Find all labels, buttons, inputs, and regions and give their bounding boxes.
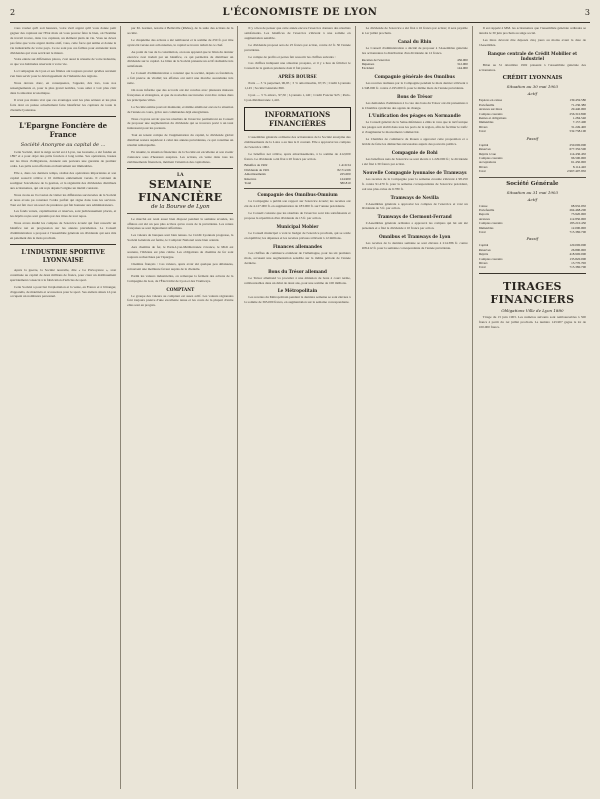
paragraph: Le Conseil constate que les résultats de l'exercice sont très satisfaisants et propose la répartition d'un dividende de 15 fr. par action. (244, 211, 351, 221)
paragraph: La Compagnie de Lyon et ses filiales ont toujours prouvé qu'elles savaient s'en bien servir pour le développement de l'industrie des régions. (10, 69, 117, 79)
row-label: Divers (478, 164, 488, 169)
section-title-semaine-financiere: SEMAINE FINANCIÈRE (138, 177, 223, 204)
section-title-box (244, 107, 350, 131)
paragraph: par M. Garnier, notaire à Belleville (Rhône), de la suite des actions de la société. (127, 26, 234, 35)
row-value: 715.380.700 (569, 265, 586, 270)
balance-table-actif (479, 98, 586, 133)
heading-societe-generale: Société Générale (506, 180, 559, 187)
row-value: 8.114.420 (572, 164, 586, 169)
paragraph: Il y a lieu de penser que cette année encore l'exercice donnera des résultats satisfaisants. Les bénéfices de l'exercice s'élèvent à une somme en augmentation sensible. (244, 26, 351, 40)
paragraph: Le Trésor allemand va procéder à une émission de bons à court terme, remboursables dans un délai de deux ans, pour une somme de 100 millions. (244, 275, 351, 285)
balance-table-passif (479, 143, 586, 174)
column-3 (244, 26, 355, 789)
paragraph: Les recettes du Métropolitain pendant la dernière semaine se sont élevées à la somme de 365.000 francs, en augmentation sur la semaine correspondante. (244, 295, 351, 305)
row-label: Immeubles (478, 120, 494, 125)
paragraph: Aux chemins de fer, le Paris-Lyon-Méditerranée s'avance, le Midi est soutenu, l'Orléans est plus calme. Les obligations de chemins de fer sont toujours recherchées par l'épargne. (127, 245, 234, 259)
paragraph: La Société estime pouvoir maintenir, et même améliorer encore la situation de l'année en cours, grâce aux commandes déjà enregistrées. (127, 104, 234, 114)
table-row (479, 265, 586, 269)
column-5 (479, 26, 590, 789)
row-label: Divers (478, 261, 488, 265)
paragraph: Il est rappelé à MM. les actionnaires que l'Assemblée générale ordinaire se tiendra le 30 juin prochain au siège social. (478, 26, 586, 35)
paragraph: La Compagnie a publié son rapport sur l'exercice écoulé; les recettes ont été de 4.127.000 fr. en augmentation de 183.000 fr. sur l'année précédente. (244, 199, 351, 209)
row-value: 61.450.000 (571, 160, 586, 165)
row-value: 2.967.407.950 (567, 169, 586, 174)
row-label: Excédent (361, 66, 374, 71)
paragraph: Le cinquième des actions a été remboursé et la somme de 250 fr. par titre ayant été versée aux actionnaires, le capital se trouve réduit de ce chef. (127, 37, 234, 47)
paragraph: Ces chiffres indiquent une situation prospère, et il y a lieu de féliciter le Conseil de la gestion prudente dont il fait preuve. (244, 61, 351, 71)
row-label: Caisse (478, 203, 488, 208)
row-value: 139.459.580 (569, 98, 586, 103)
paragraph: Au point de vue de la constitution, on nous apprend que le bilan du dernier exercice s'est traduit par un bénéfice, ce qui permettra de distribuer un dividende sur le capital. Le bilan de la Société présente un actif réalisable très satisfaisant. (127, 49, 234, 69)
row-label: Total (244, 181, 252, 186)
row-value: 135.820.000 (569, 256, 586, 261)
table-row (479, 129, 586, 133)
subsection-heading: Tramways de Nevilla (390, 194, 439, 200)
section-title-la: LA (176, 172, 184, 178)
table-row (244, 181, 350, 185)
paragraph: Le bénéfice net s'élève, après amortissements, à la somme de 412,000 francs. Le dividende a été fixé à 20 francs par action. (244, 151, 351, 161)
heading-actif: Actif (527, 91, 538, 97)
paragraph: Votre entrée sur différentes places, c'est aussi la réussite de votre industrie, ce que vos habitudes réservent à votre vie. (10, 57, 117, 67)
row-label: Dépôts (478, 252, 489, 257)
subsection-heading: L'Unification des péages en Normandie (368, 113, 461, 119)
row-value: 532.738.100 (569, 129, 586, 134)
row-label: Total (478, 129, 486, 134)
heading-passif: Passif (526, 236, 539, 242)
paragraph: Il n'est pas moins vrai que ces avantages sont les plus sérieux et les plus forts dont on puisse actuellement faire bénéficier les capitaux de toute la clientèle lyonnaise. (10, 97, 117, 112)
section-divider (10, 116, 116, 117)
paragraph: L'assemblée générale ordinaire des actionnaires de la Société anonyme des établissements de la Loire a eu lieu le 6 courant. Elle a approuvé les comptes de l'exercice 1902. (244, 134, 351, 149)
paragraph: Nous avons étudié les comptes de l'exercice écoulé qui font ressortir un bénéfice net en progression sur les années précédentes. Le Conseil d'administration a proposé à l'Assemblée générale un dividende qui sera mis en paiement dès le mois prochain. (10, 221, 117, 240)
row-label: Comptes courants (478, 155, 503, 160)
paragraph: En résumé, la situation financière de la Société est excellente et son avenir s'annonce sous d'heureux auspices. Les actions, en vente dans tous les établissements financiers, méritent l'attention des capitalistes. (127, 149, 234, 164)
section-title-informations: INFORMATIONS FINANCIÈRES (264, 109, 331, 128)
row-label: Total (478, 265, 486, 270)
row-label: Dividende de 1901 (244, 167, 270, 172)
paragraph: L'Assemblée générale a approuvé les comptes de l'exercice et voté un dividende de 5 fr. par action. (361, 201, 468, 211)
column-2 (127, 26, 238, 789)
paragraph: Les valeurs de banques sont bien tenues. Le Crédit Lyonnais progresse, la Société Générale est ferme, le Comptoir National reste bien orienté. (127, 233, 234, 243)
results-table (244, 163, 350, 185)
article-columns (10, 26, 590, 789)
heading-credit-lyonnais: CRÉDIT LYONNAIS (502, 75, 563, 82)
paragraph: Le compte de profits et pertes fait ressortir les chiffres suivants : (248, 54, 336, 59)
column-4 (362, 26, 473, 789)
row-value: 82.712.66 (337, 167, 351, 172)
row-label: Avances (478, 216, 490, 221)
row-value: 1.410.34 (339, 163, 351, 168)
subsection-heading-comptant: COMPTANT (166, 286, 195, 292)
paragraph: Tirage du 15 juin 1903. Les numéros suivants sont remboursables à 500 francs à partir du 1er juillet prochain. Le numéro 143.907 gagne le lot de 100.000 francs. (478, 314, 586, 329)
paragraph: La Chambre de commerce de Rouen a approuvé cette proposition et a décidé de faire les démarches nécessaires auprès des pouvoirs publics. (361, 137, 468, 147)
row-value: 183.210.450 (569, 221, 586, 226)
paragraph: Le dividende proposé sera de 25 francs par action, contre 22 fr. 50 l'année précédente. (244, 42, 351, 52)
paragraph: Le groupe des valeurs au comptant est assez actif. Les valeurs régionales font toujours preuve d'une excellente tenue et les cours de la plupart d'entre elles sont en progrès. (127, 293, 234, 308)
subsection-heading: Compagnie de Bohi (391, 150, 438, 155)
row-label: Réserves (244, 176, 257, 181)
row-label: Acceptations (478, 160, 497, 165)
row-label: Comptes courants (478, 221, 503, 226)
subsection-heading: Tramways de Clermont-Ferrand (377, 214, 452, 220)
heading-subtitle: Situation au 30 mai 1903 (506, 84, 558, 90)
paragraph: Elle a, dans ces derniers temps, réalisé des opérations importantes et son capital souscrit s'élève à 10 millions entièrement versés. Il convient de souligner l'excellence de la gestion, et la régularité des dividendes distribués aux actionnaires, qui ont reçu depuis l'origine un intérêt constant. (10, 171, 117, 190)
row-value: 114.436.450 (569, 151, 586, 156)
paragraph: Après la guerre, la Société nouvelle, dite « La Prévoyance », s'est constituée au capital de deux millions de francs, pour créer un établissement spécialement consacré à la fabrication d'articles de sport. (10, 267, 117, 282)
balance-table-passif (479, 243, 586, 269)
subsection-heading: Le Métropolitain (277, 288, 318, 294)
row-value: 112.850.000 (569, 216, 586, 221)
subsection-heading: Canal du Rhin (397, 38, 432, 44)
balance-table-actif (479, 204, 586, 235)
paragraph: On nous informe que des accords ont été conclus avec plusieurs maisons françaises et étrangères, et que de nouvelles succursales vont être créées dans les principales villes. (127, 87, 234, 102)
page-number-right: 3 (584, 8, 590, 17)
table-row (362, 66, 468, 70)
row-value: 71.236.380 (571, 102, 586, 107)
row-label: Comptes courants (478, 111, 503, 116)
row-value: 580.810 (339, 181, 351, 186)
row-label: Immeubles (478, 225, 494, 230)
subsection-heading-apres-bourse: APRÈS BOURSE (278, 74, 317, 80)
paragraph: Nous croyons savoir que les résultats de l'exercice permettront au Conseil de proposer une augmentation du dividende qui se trouvera porté à un taux intéressant pour les porteurs. (127, 116, 234, 131)
row-label: Bénéfice de 1902 (244, 163, 268, 168)
section-title-tirages: TIRAGES FINANCIERS (490, 279, 575, 306)
paragraph: Chemins français : Ces valeurs, après avoir été quelque peu délaissées, retrouvent une meilleure faveur auprès de la clientèle. (127, 261, 234, 271)
row-value: 73.920.000 (571, 212, 586, 217)
paragraph: L'Assemblée générale ordinaire a approuvé les comptes qui lui ont été présentés et a fixé le dividende à 10 francs par action. (361, 221, 468, 231)
heading-subtitle: Situation au 31 mai 1903 (506, 189, 558, 195)
page-number-left: 2 (10, 8, 16, 17)
paragraph: Les recettes de la Compagnie pour la semaine écoulée s'élèvent à 98.250 fr. contre 91.470 fr. pour la semaine correspondante de l'exercice précédent, soit une plus-value de 6.780 fr. (361, 176, 468, 191)
table-row (479, 230, 586, 234)
paragraph: Les recettes réalisées par la Compagnie pendant le mois dernier s'élèvent à 2.348.000 fr. contre 2.195.000 fr. pour le même mois de l'année précédente. (361, 80, 468, 90)
row-label: Rentes et obligations (478, 116, 507, 121)
subsection-heading: Municipal Mobier (276, 224, 319, 230)
row-label: Réserves (478, 247, 491, 252)
row-value: 96.500.000 (571, 155, 586, 160)
row-label: Avances sur titres (478, 107, 503, 112)
paragraph: Nous devons donc, en conséquence, l'appeler, dès lors, tous nos renseignements et, pour le plus grand nombre, vous aider à voir plus clair dans la situation économique. (10, 81, 117, 95)
masthead (10, 6, 590, 23)
row-label: Comptes courants (478, 256, 503, 261)
table-row (479, 169, 586, 173)
row-value: 144.000 (457, 66, 468, 71)
newspaper-title: L'ÉCONOMISTE DE LYON (222, 7, 378, 18)
section-divider (127, 213, 233, 214)
paragraph: Les fonds versés, capitalisation et réserves, sont judicieusement placés, et les dépôts reçus sont garantis par des titres de tout repos. (10, 209, 117, 219)
paragraph: Le dividende de l'exercice a été fixé à 16 francs par action; il sera payable le 1er juillet prochain. (361, 26, 468, 35)
heading-actif: Actif (527, 196, 538, 202)
paragraph: vous voulez qu'il soit heureux, votre vieil argent qu'il vous donne petit gagner des capitaux sur l'Etat mais où vous pouvez faire le bien, où l'homme de travail trouve, dans vos capitaux, un élément plein de vie. Vous ne devez pas faire que votre argent dorme oisif, vous, cette force qui anime et donne la vie industrielle de votre pays. Ce ne sont pas ces faibles pour entretenir leurs dividendes qui vous serviront le mieux. (10, 26, 117, 55)
row-value: 677.350.500 (569, 147, 586, 152)
paragraph: Paris — 3 % perpétuel, 96,95 ; 3 % amortissable, 97,35 ; Crédit Lyonnais 1,145 ; Société Générale 690. (244, 81, 351, 91)
section-divider (127, 168, 233, 169)
row-label: Amortissements (244, 172, 266, 177)
subsection-heading: Finances allemandes (272, 243, 323, 249)
section-subtitle-bourse: de la Bourse de Lyon (150, 203, 210, 210)
section-title-epargne: L'Epargne Foncière de France (19, 120, 108, 139)
paragraph: Le Conseil d'administration a constaté que la société, depuis sa fondation, a fait preuve de vitalité; les affaires ont suivi une marche ascendante très nette. (127, 71, 234, 86)
paragraph: Tout en tenant compte de l'augmentation du capital, le dividende global distribué restera supérieur à celui des années précédentes, ce qui constitue un résultat remarquable. (127, 133, 234, 148)
paragraph: Parmi les valeurs industrielles, on remarque la fermeté des actions de la Compagnie du Gaz, de l'Électricité de Lyon et des Tramways. (127, 273, 234, 283)
row-value: 250.000.000 (569, 142, 586, 147)
paragraph: Le Conseil d'administration a décidé de proposer à l'Assemblée générale des actionnaires la distribution d'un dividende de 12 francs. (361, 45, 468, 55)
row-value: 12.000.000 (571, 225, 586, 230)
row-label: Dépôts à vue (478, 151, 497, 156)
paragraph: Cette Société a pour but l'exploitation et la vente, en France et à l'étranger, d'appareils, de matériels et accessoires pour le sport. Ses ateliers situés à Lyon occupent un nombreux personnel. (10, 284, 117, 299)
subsection-heading: Banque centrale de Crédit Mobilier et Industriel (487, 50, 578, 61)
section-divider (244, 188, 350, 189)
row-label: Total (478, 229, 486, 234)
row-label: Portefeuille (478, 102, 495, 107)
section-subtitle: Société Anonyme au capital de ... (20, 141, 106, 148)
row-label: Divers (478, 124, 488, 129)
subsection-heading: Compagnie générale des Omnibus (374, 73, 455, 79)
row-value: 715.380.700 (569, 229, 586, 234)
paragraph: Les titres devront être déposés cinq jours au moins avant la date de l'Assemblée. (478, 37, 586, 47)
heading-passif: Passif (526, 135, 539, 141)
row-value: 418.900.000 (569, 252, 586, 257)
row-label: Recettes de l'exercice (361, 57, 391, 62)
paragraph: Le marché est resté assez bien disposé pendant la semaine écoulée, les affaires ont été un peu plus actives qu'au cours de la précédente. Les rentes françaises se sont légèrement raffermies. (127, 216, 234, 231)
column-1 (10, 26, 121, 789)
row-value: 256.310.800 (569, 111, 586, 116)
figures-table (362, 58, 468, 71)
row-value: 7.157.400 (572, 120, 586, 125)
section-divider (10, 244, 116, 245)
paragraph: Bilan au 31 décembre 1902 présenté à l'Assemblée générale des actionnaires. (478, 62, 586, 72)
subsection-heading: Bons du Trésor allemand (268, 268, 327, 274)
row-value: 68.932.050 (571, 203, 586, 208)
section-divider (479, 273, 586, 274)
subsection-heading: Bons de Trésor (397, 93, 433, 99)
paragraph: Les demandes d'admission à la cote des bons du Trésor ont été présentées à la Chambre syndicale des agents de change. (361, 100, 468, 110)
row-label: Espèces en caisse (478, 98, 503, 103)
row-value: 312.000 (457, 62, 468, 67)
subsection-heading: Compagnie des Omnibus-Omnium (257, 192, 338, 198)
paragraph: Cette Société, dont le siège social est à Lyon, rue Grenette, a été fondée en 1897 et a pour objet des prêts fonciers à long terme. Ses opérations, basées sur les titres d'obligations, donnent aux porteurs une garantie de premier ordre. Les prêts sont effectués exclusivement sur immeubles. (10, 149, 117, 169)
section-title-industrie: L'INDUSTRIE SPORTIVE LYONNAISE (21, 248, 105, 264)
row-label: Capital (478, 142, 489, 147)
heading-subtitle: Obligations Ville de Lyon 1880 (501, 307, 564, 313)
paragraph: Les bénéfices nets de l'exercice se sont élevés à 1.229.000 fr.; le dividende a été fixé à 30 francs par action. (361, 157, 468, 166)
row-label: Réserves (478, 147, 491, 152)
row-value: 13.770.700 (571, 261, 586, 265)
row-label: Total (478, 169, 486, 174)
subsection-heading: Omnibus et Tramways de Lyon (378, 234, 451, 240)
row-value: 124.900 (339, 176, 351, 181)
row-value: 31.249.400 (571, 124, 586, 129)
paragraph: Le Conseil municipal a voté le budget de l'exercice prochain, qui se solde en équilibre; les dépenses et les recettes prévues s'élèvent à 12 millions. (244, 231, 351, 240)
paragraph: Les chiffres du commerce extérieur de l'Allemagne, pour les six premiers mois, accusent une augmentation sensible sur la même période de l'année dernière. (244, 250, 351, 265)
row-value: 29.440.000 (571, 107, 586, 112)
row-value: 26.890.000 (571, 247, 586, 252)
row-value: 264.468.200 (569, 207, 586, 212)
row-label: Capital (478, 243, 489, 248)
row-label: Portefeuille (478, 207, 495, 212)
paragraph: Les recettes de la dernière semaine se sont élevées à 214.386 fr. contre 208.412 fr. pour la semaine correspondante de l'année précédente. (361, 241, 468, 251)
row-value: 456.000 (457, 57, 468, 62)
paragraph: Le Conseil général de la Seine-Inférieure a émis le vœu que le tarif unique des péages soit établi dans tous les ports de la région, afin de faciliter le trafic et d'augmenter le mouvement commercial. (361, 120, 468, 135)
row-value: 225.000 (339, 172, 351, 177)
subsection-heading: Nouvelle Compagnie lyonnaise de Tramways (362, 169, 467, 175)
paragraph: Nous avons eu l'occasion de visiter les différentes succursales de la Société et nous avons pu constater l'ordre parfait qui règne dans tous les services. Tout est fait avec un souci de prudence qui fait honneur aux administrateurs. (10, 192, 117, 207)
section-divider (479, 177, 586, 178)
row-value: 1.284.540 (572, 116, 586, 121)
paragraph: Lyon — 3 % amort., 97,50 ; Lyonnais 1,140 ; Crédit Foncier 925 ; Paris-Lyon-Méditerranée 1,410. (244, 93, 351, 102)
row-label: Dépenses (361, 62, 375, 67)
row-label: Reports (478, 212, 490, 217)
row-value: 120.000.000 (569, 243, 586, 248)
